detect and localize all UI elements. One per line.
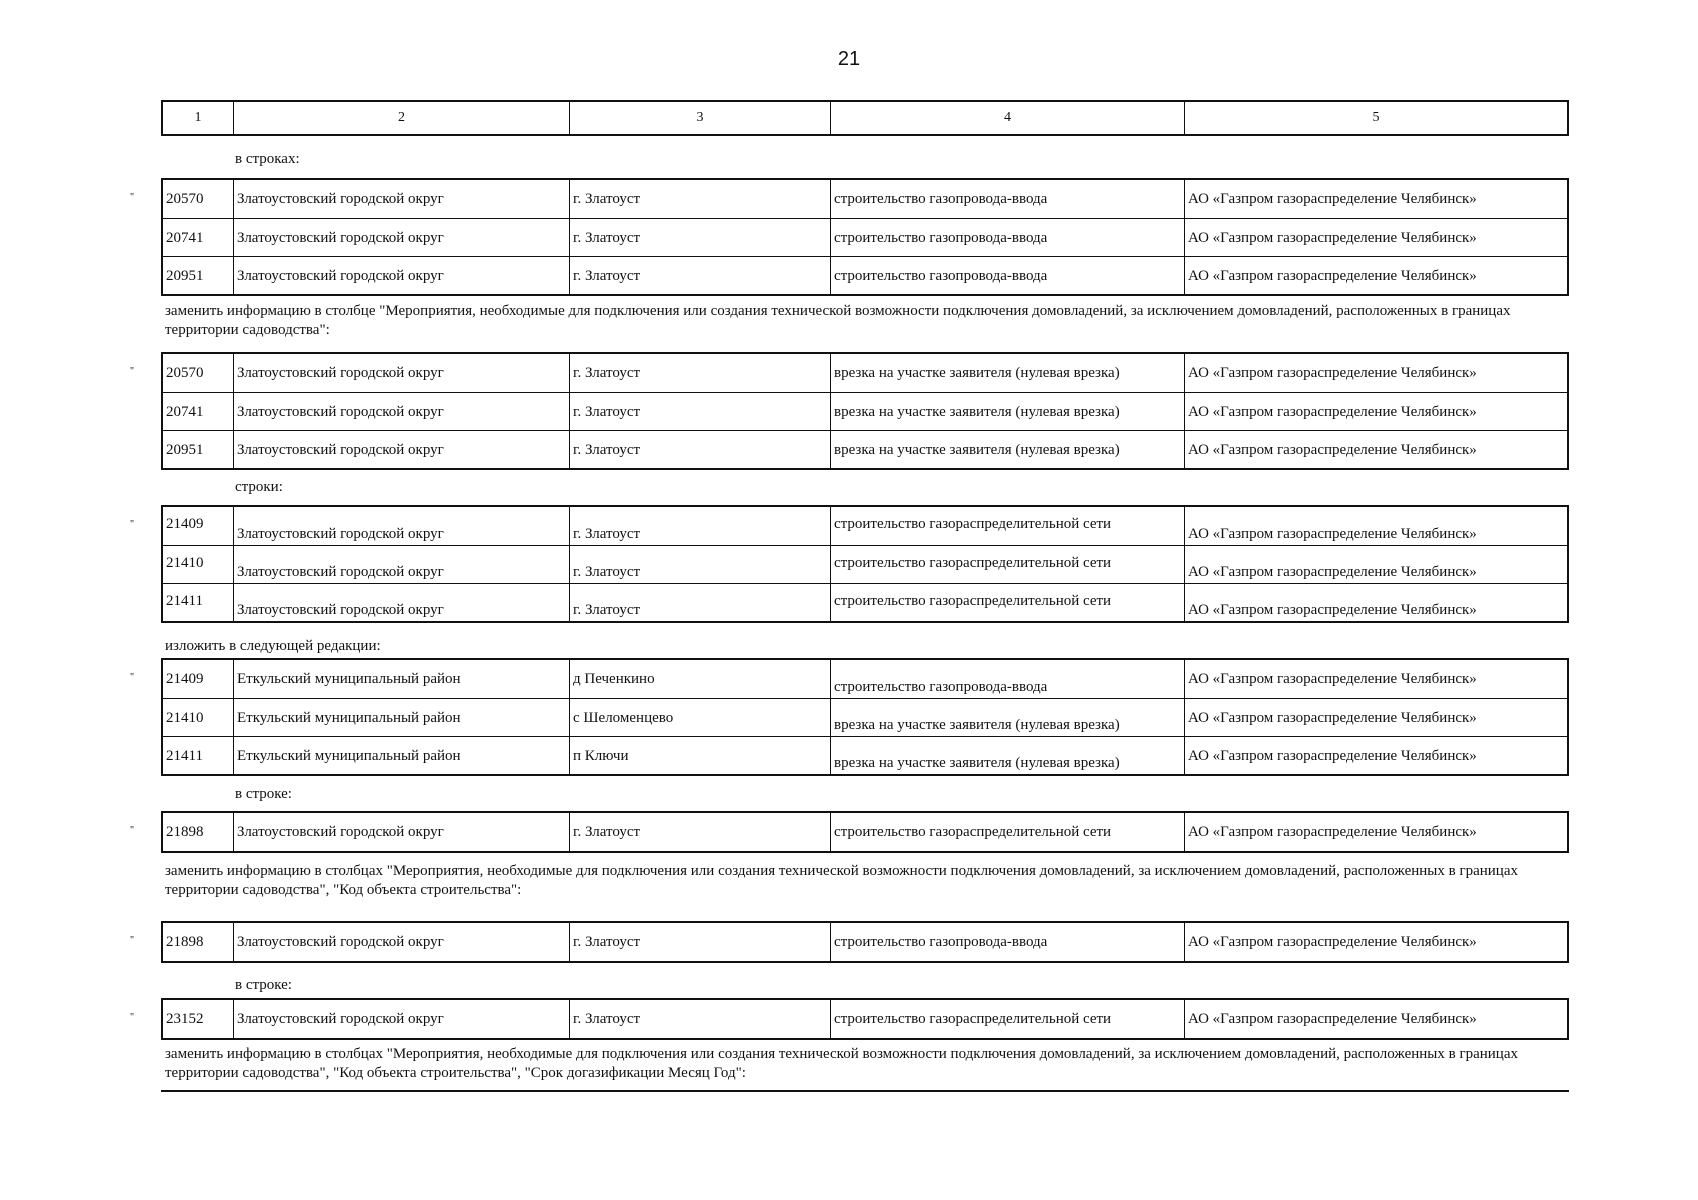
- table-row: [163, 660, 1567, 698]
- table-cell-col-4: врезка на участке заявителя (нулевая врезка): [830, 431, 1184, 468]
- table-cell-col-5: АО «Газпром газораспределение Челябинск»: [1184, 393, 1567, 430]
- table-cell-col-5: АО «Газпром газораспределение Челябинск»: [1184, 1000, 1567, 1038]
- table-cell-col-2: Златоустовский городской округ: [233, 923, 569, 961]
- table-cell-col-4: врезка на участке заявителя (нулевая врезка): [830, 354, 1184, 392]
- table-cell-col-1: 20741: [166, 229, 204, 246]
- header-col-1: 1: [194, 110, 202, 125]
- table-cell-col-5: АО «Газпром газораспределение Челябинск»: [1184, 584, 1567, 621]
- data-table: [161, 811, 1569, 853]
- table-cell-col-2: Златоустовский городской округ: [233, 507, 569, 545]
- header-col-3: 3: [569, 102, 830, 134]
- table-cell-col-1: 21898: [166, 934, 204, 950]
- table-cell-col-2: Еткульский муниципальный район: [233, 699, 569, 736]
- table-cell-col-1: 21411: [166, 747, 203, 764]
- table-cell-col-3: г. Златоуст: [569, 431, 830, 468]
- table-cell-col-1: 21409: [166, 516, 204, 532]
- table-row: [163, 545, 1567, 583]
- table-cell-col-2: Златоустовский городской округ: [233, 257, 569, 294]
- table-cell-col-4: строительство газопровода-ввода: [830, 923, 1184, 961]
- quote-mark: ": [130, 366, 135, 377]
- table-cell-col-4: строительство газораспределительной сети: [830, 813, 1184, 851]
- table-cell-col-2: Златоустовский городской округ: [233, 431, 569, 468]
- instruction-text: в строке:: [235, 786, 292, 802]
- table-cell-col-3: г. Златоуст: [569, 584, 830, 621]
- table-cell-col-2: Златоустовский городской округ: [233, 1000, 569, 1038]
- page-number: 21: [837, 48, 861, 70]
- final-instruction-text: заменить информацию в столбцах "Мероприятия, необходимые для подключения или создания технической возможности подключения домовладений, за исключением домовладений, расположенных в границах территории садоводства", "Код объекта строительства", "Срок догазификации Месяц Год":: [165, 1046, 1518, 1081]
- table-cell-col-2: Златоустовский городской округ: [233, 180, 569, 218]
- table-cell-col-1: 21409: [166, 671, 204, 687]
- table-cell-col-4: строительство газораспределительной сети: [830, 507, 1184, 545]
- table-cell-col-3: г. Златоуст: [569, 813, 830, 851]
- instruction-text: заменить информацию в столбцах "Мероприятия, необходимые для подключения или создания технической возможности подключения домовладений, за исключением домовладений, расположенных в границах территории садоводства", "Код объекта строительства":: [165, 863, 1518, 898]
- instruction-text: заменить информацию в столбце "Мероприятия, необходимые для подключения или создания технической возможности подключения домовладений, за исключением домовладений, расположенных в границах территории садоводства":: [165, 303, 1511, 338]
- table-row: [163, 392, 1567, 430]
- instruction-text: в строке:: [235, 977, 292, 993]
- table-cell-col-3: г. Златоуст: [569, 546, 830, 583]
- table-row: [163, 430, 1567, 468]
- table-cell-col-4: строительство газопровода-ввода: [830, 660, 1184, 698]
- table-row: [163, 736, 1567, 774]
- table-cell-col-5: АО «Газпром газораспределение Челябинск»: [1184, 354, 1567, 392]
- table-cell-col-2: Еткульский муниципальный район: [233, 660, 569, 698]
- data-table: [161, 505, 1569, 623]
- data-table: [161, 658, 1569, 776]
- table-cell-col-4: строительство газораспределительной сети: [830, 546, 1184, 583]
- table-cell-col-1: 20570: [166, 191, 204, 207]
- table-row: [163, 256, 1567, 294]
- table-cell-col-5: АО «Газпром газораспределение Челябинск»: [1184, 546, 1567, 583]
- table-cell-col-4: строительство газораспределительной сети: [830, 584, 1184, 621]
- table-cell-col-3: г. Златоуст: [569, 923, 830, 961]
- table-cell-col-3: д Печенкино: [569, 660, 830, 698]
- table-cell-col-4: строительство газопровода-ввода: [830, 219, 1184, 256]
- quote-mark: ": [130, 1012, 135, 1023]
- table-cell-col-3: с Шеломенцево: [569, 699, 830, 736]
- table-row: [163, 698, 1567, 736]
- table-row: [163, 218, 1567, 256]
- header-col-5: 5: [1184, 102, 1567, 134]
- quote-mark: ": [130, 192, 135, 203]
- table-cell-col-4: строительство газораспределительной сети: [830, 1000, 1184, 1038]
- table-cell-col-2: Златоустовский городской округ: [233, 546, 569, 583]
- instruction-text: в строках:: [235, 151, 300, 167]
- table-row: [163, 507, 1567, 545]
- table-cell-col-3: г. Златоуст: [569, 507, 830, 545]
- table-cell-col-4: врезка на участке заявителя (нулевая врезка): [830, 393, 1184, 430]
- table-row: [163, 583, 1567, 621]
- column-header-table: [161, 100, 1569, 136]
- table-cell-col-5: АО «Газпром газораспределение Челябинск»: [1184, 737, 1567, 774]
- table-cell-col-2: Златоустовский городской округ: [233, 813, 569, 851]
- table-cell-col-5: АО «Газпром газораспределение Челябинск»: [1184, 923, 1567, 961]
- data-table: [161, 921, 1569, 963]
- table-cell-col-4: врезка на участке заявителя (нулевая врезка): [830, 699, 1184, 736]
- table-cell-col-3: г. Златоуст: [569, 219, 830, 256]
- table-cell-col-3: г. Златоуст: [569, 354, 830, 392]
- table-row: [163, 1000, 1567, 1038]
- table-cell-col-3: п Ключи: [569, 737, 830, 774]
- table-cell-col-3: г. Златоуст: [569, 1000, 830, 1038]
- table-cell-col-2: Еткульский муниципальный район: [233, 737, 569, 774]
- table-row: [163, 354, 1567, 392]
- quote-mark: ": [130, 825, 135, 836]
- table-cell-col-4: строительство газопровода-ввода: [830, 257, 1184, 294]
- table-cell-col-1: 21410: [166, 555, 204, 571]
- table-cell-col-5: АО «Газпром газораспределение Челябинск»: [1184, 219, 1567, 256]
- table-row: [163, 180, 1567, 218]
- table-cell-col-5: АО «Газпром газораспределение Челябинск»: [1184, 180, 1567, 218]
- table-cell-col-2: Златоустовский городской округ: [233, 354, 569, 392]
- instruction-text: строки:: [235, 479, 283, 495]
- quote-mark: ": [130, 672, 135, 683]
- header-row: [163, 102, 1567, 134]
- table-cell-col-4: врезка на участке заявителя (нулевая врезка): [830, 737, 1184, 774]
- table-cell-col-4: строительство газопровода-ввода: [830, 180, 1184, 218]
- table-cell-col-1: 21410: [166, 709, 204, 726]
- table-cell-col-2: Златоустовский городской округ: [233, 393, 569, 430]
- table-cell-col-1: 20951: [166, 267, 204, 284]
- table-row: [163, 813, 1567, 851]
- instruction-text: изложить в следующей редакции:: [165, 638, 381, 654]
- bottom-rule: [161, 1090, 1569, 1092]
- table-cell-col-5: АО «Газпром газораспределение Челябинск»: [1184, 507, 1567, 545]
- data-table: [161, 352, 1569, 470]
- header-col-4: 4: [830, 102, 1184, 134]
- quote-mark: ": [130, 935, 135, 946]
- table-cell-col-5: АО «Газпром газораспределение Челябинск»: [1184, 431, 1567, 468]
- table-cell-col-2: Златоустовский городской округ: [233, 219, 569, 256]
- header-col-2: 2: [233, 102, 569, 134]
- table-row: [163, 923, 1567, 961]
- table-cell-col-1: 20741: [166, 403, 204, 420]
- table-cell-col-1: 21411: [166, 593, 203, 609]
- table-cell-col-2: Златоустовский городской округ: [233, 584, 569, 621]
- table-cell-col-1: 20951: [166, 441, 204, 458]
- data-table: [161, 998, 1569, 1040]
- table-cell-col-5: АО «Газпром газораспределение Челябинск»: [1184, 813, 1567, 851]
- table-cell-col-3: г. Златоуст: [569, 393, 830, 430]
- table-cell-col-1: 23152: [166, 1011, 204, 1027]
- table-cell-col-3: г. Златоуст: [569, 180, 830, 218]
- table-cell-col-5: АО «Газпром газораспределение Челябинск»: [1184, 699, 1567, 736]
- table-cell-col-1: 21898: [166, 824, 204, 840]
- table-cell-col-1: 20570: [166, 365, 204, 381]
- table-cell-col-5: АО «Газпром газораспределение Челябинск»: [1184, 257, 1567, 294]
- table-cell-col-5: АО «Газпром газораспределение Челябинск»: [1184, 660, 1567, 698]
- quote-mark: ": [130, 519, 135, 530]
- table-cell-col-3: г. Златоуст: [569, 257, 830, 294]
- data-table: [161, 178, 1569, 296]
